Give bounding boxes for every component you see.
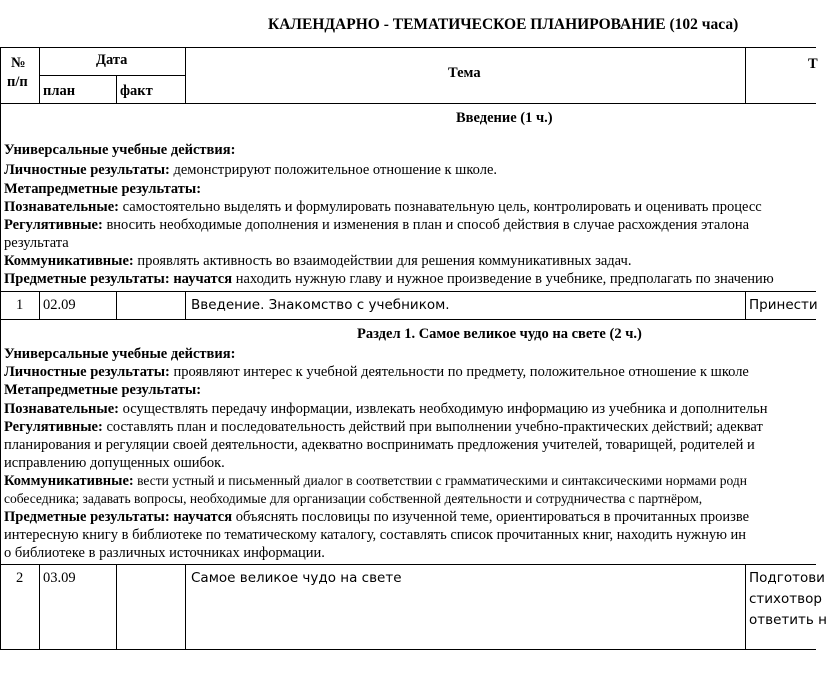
subject-results-cont2: о библиотеке в различных источниках информации. — [4, 545, 325, 561]
row-date-plan: 03.09 — [43, 570, 76, 586]
header-fact: факт — [120, 83, 153, 99]
section-title: Раздел 1. Самое великое чудо на свете (2 ч.) — [357, 326, 642, 342]
row-extra-line-1: Подготови — [749, 570, 825, 586]
regulative-results-cont2: исправлению допущенных ошибок. — [4, 455, 225, 471]
row-num: 2 — [16, 570, 24, 586]
meta-heading: Метапредметные результаты: — [4, 382, 202, 398]
header-num-pp: п/п — [7, 74, 28, 90]
row-num: 1 — [16, 297, 24, 313]
regulative-results-cont: результата — [4, 235, 69, 251]
meta-heading: Метапредметные результаты: — [4, 181, 202, 197]
uud-heading: Универсальные учебные действия: — [4, 142, 236, 158]
cognitive-results: Познавательные: осуществлять передачу информации, извлекать необходимую информацию из учебника и дополнительн — [4, 401, 768, 417]
subject-results: Предметные результаты: научатся находить нужную главу и нужное произведение в учебнике, предполагать по значению — [4, 271, 774, 287]
header-extra: Т — [808, 56, 818, 72]
row-topic: Введение. Знакомство с учебником. — [191, 297, 450, 313]
row-extra-line-3: ответить н — [749, 612, 827, 628]
regulative-results-cont: планирования и регуляции своей деятельности, адекватно воспринимать предложения учителей, товарищей, родителей и — [4, 437, 755, 453]
regulative-results: Регулятивные: составлять план и последовательность действий при выполнении учебно-практических действий; адекват — [4, 419, 763, 435]
regulative-results: Регулятивные: вносить необходимые дополнения и изменения в план и способ действия в случае расхождения эталона — [4, 217, 750, 233]
row-date-plan: 02.09 — [43, 297, 76, 313]
header-plan: план — [43, 83, 76, 99]
header-num: № — [11, 55, 26, 71]
communicative-results-cont: собеседника; задавать вопросы, необходимые для организации собственной деятельности и сотрудничества с партнёром, — [4, 491, 703, 506]
subject-results-cont: интересную книгу в библиотеке по тематическому каталогу, составлять список прочитанных книг, находить нужную ин — [4, 527, 747, 543]
header-date: Дата — [96, 52, 128, 68]
row-extra-line-2: стихотвор — [749, 591, 822, 607]
personal-results: Личностные результаты: демонстрируют положительное отношение к школе. — [4, 162, 498, 178]
cognitive-results: Познавательные: самостоятельно выделять и формулировать познавательную цель, контролировать и оценивать процесс — [4, 199, 762, 215]
personal-results: Личностные результаты: проявляют интерес к учебной деятельности по предмету, положительное отношение к школе — [4, 364, 749, 380]
row-topic: Самое великое чудо на свете — [191, 570, 402, 586]
section-title: Введение (1 ч.) — [456, 110, 553, 126]
communicative-results: Коммуникативные: вести устный и письменный диалог в соответствии с грамматическими и синтаксическими нормами родн — [4, 473, 747, 489]
communicative-results: Коммуникативные: проявлять активность во взаимодействии для решения коммуникативных задач. — [4, 253, 632, 269]
page-title: КАЛЕНДАРНО - ТЕМАТИЧЕСКОЕ ПЛАНИРОВАНИЕ (102 часа) — [268, 16, 739, 33]
row-extra: Принести — [749, 297, 818, 313]
uud-heading: Универсальные учебные действия: — [4, 346, 236, 362]
header-topic: Тема — [448, 65, 481, 81]
subject-results: Предметные результаты: научатся объяснять пословицы по изученной теме, ориентироваться в прочитанных произве — [4, 509, 750, 525]
